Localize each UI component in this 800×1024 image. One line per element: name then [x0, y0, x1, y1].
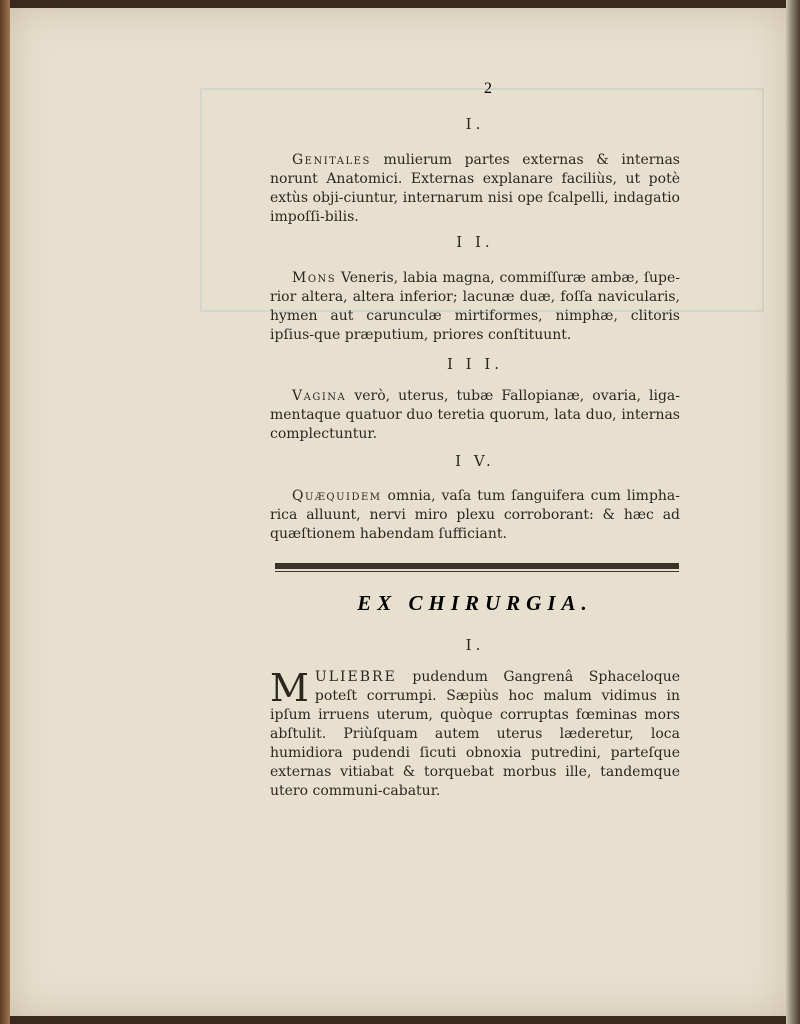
paragraph — [270, 387, 680, 444]
section-numeral: I. — [465, 115, 485, 133]
page-number: 2 — [484, 80, 492, 97]
paragraph — [270, 487, 680, 544]
paragraph-lead: Quæquidem — [292, 488, 382, 504]
paragraph-lead: Mons — [292, 270, 337, 286]
paragraph — [270, 668, 680, 801]
section-divider-rule — [275, 563, 679, 572]
paragraph — [270, 269, 680, 345]
paragraph-lead: Genitales — [292, 152, 371, 168]
paragraph-text: pudendum Gangrenâ Sphaceloque poteſt corrumpi. Sæpiùs hoc malum vidimus in ipſum irruens uterum, quòque corruptas fœminas mors abſtulit. Priùſquam autem uterus læderetur, loca humidiora pudendi ſicuti obnoxia putredini, parteſque externas vitiabat & torquebat morbus ille, tandemque utero communi-cabatur. — [270, 669, 680, 799]
section-numeral: I I I. — [446, 355, 504, 373]
drop-cap: M — [270, 666, 309, 710]
paragraph-lead: ULIEBRE — [314, 669, 397, 685]
section-numeral: I. — [465, 636, 485, 654]
section-numeral: I V. — [455, 452, 495, 470]
paragraph-text: Veneris, labia magna, commiſſuræ ambæ, ſupe-rior altera, altera inferior; lacunæ duæ, foſſa navicularis, hymen aut carunculæ mirtiformes, nimphæ, clitoris ipſius-que præputium, priores conſtituunt. — [270, 270, 681, 343]
paragraph — [270, 151, 680, 227]
section-heading: EX CHIRURGIA. — [357, 591, 593, 615]
paragraph-text: mulierum partes externas & internas norunt Anatomici. Externas explanare faciliùs, ut potè extùs obji-ciuntur, internarum nisi ope ſcalpelli, indagatio impoſſi-bilis. — [270, 152, 680, 225]
book-binding-edge — [0, 0, 10, 1024]
page-stack-edge — [786, 0, 800, 1024]
section-numeral: I I. — [456, 233, 494, 251]
paragraph-text: omnia, vaſa tum ſanguifera cum limpha-rica alluunt, nervi miro plexu corroborant: & hæc ad quæſtionem habendam ſufficiant. — [270, 488, 680, 542]
paragraph-lead: Vagina — [292, 388, 347, 404]
paragraph-text: verò, uterus, tubæ Fallopianæ, ovaria, liga-mentaque quatuor duo teretia quorum, lata duo, internas complectuntur. — [270, 388, 681, 442]
